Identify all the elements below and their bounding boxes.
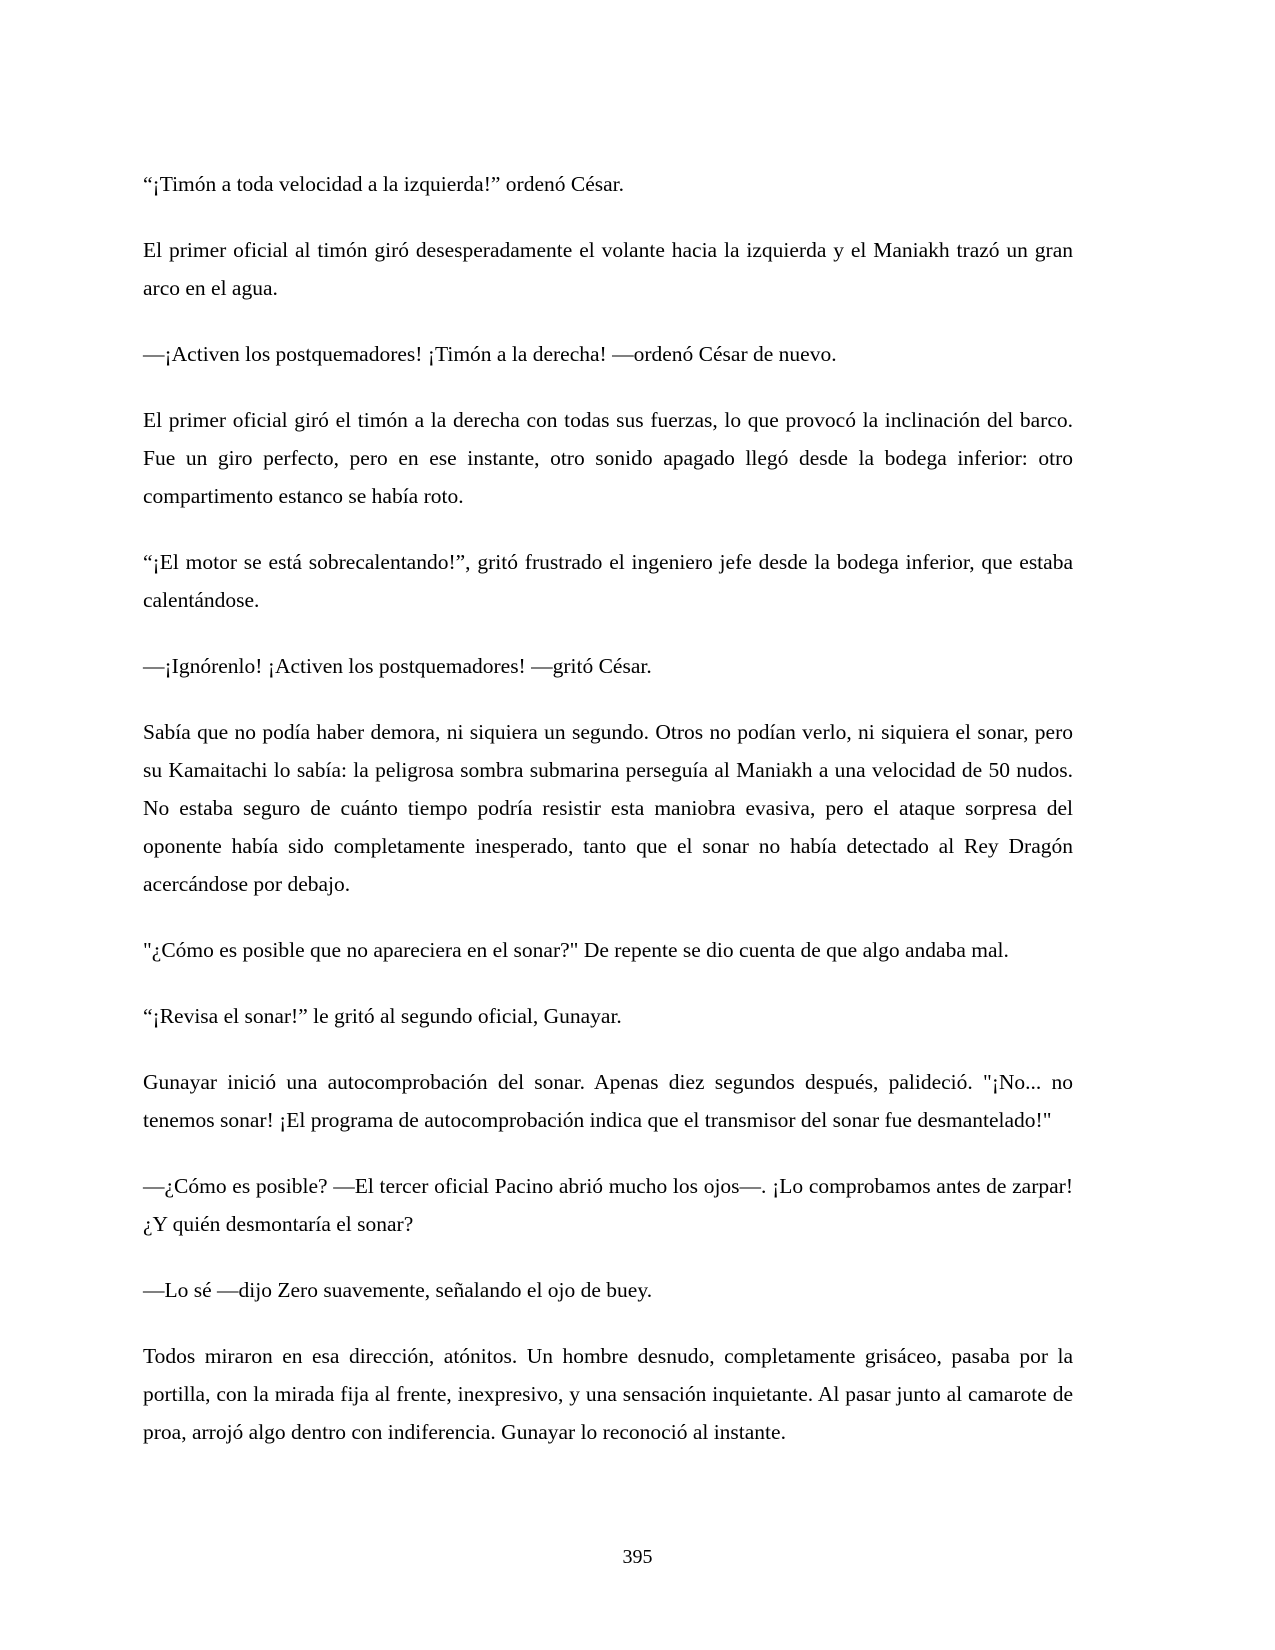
paragraph: —¡Ignórenlo! ¡Activen los postquemadores! —gritó César. — [143, 654, 652, 678]
paragraph: —Lo sé —dijo Zero suavemente, señalando el ojo de buey. — [143, 1278, 653, 1302]
paragraph: El primer oficial giró el timón a la derecha con todas sus fuerzas, lo que provocó la inclinación del barco. Fue un giro perfecto, pero en ese instante, otro sonido apagado llegó desde la bodega inferior: otro compartimento estanco se había roto. — [143, 408, 1073, 508]
paragraph: "¿Cómo es posible que no apareciera en el sonar?" De repente se dio cuenta de que algo andaba mal. — [143, 938, 1009, 962]
page-number: 395 — [622, 1546, 653, 1568]
paragraph: —¿Cómo es posible? —El tercer oficial Pacino abrió mucho los ojos—. ¡Lo comprobamos antes de zarpar! ¿Y quién desmontaría el sonar? — [143, 1174, 1073, 1236]
paragraph: “¡Revisa el sonar!” le gritó al segundo oficial, Gunayar. — [143, 1004, 622, 1028]
paragraph: —¡Activen los postquemadores! ¡Timón a la derecha! —ordenó César de nuevo. — [143, 342, 837, 366]
paragraph: Sabía que no podía haber demora, ni siquiera un segundo. Otros no podían verlo, ni siquiera el sonar, pero su Kamaitachi lo sabía: la peligrosa sombra submarina perseguía al Maniakh a una velocidad de 50 nudos. No estaba seguro de cuánto tiempo podría resistir esta maniobra evasiva, pero el ataque sorpresa del oponente había sido completamente inesperado, tanto que el sonar no había detectado al Rey Dragón acercándose por debajo. — [143, 720, 1073, 896]
paragraph: El primer oficial al timón giró desesperadamente el volante hacia la izquierda y el Maniakh trazó un gran arco en el agua. — [143, 238, 1073, 300]
paragraph: “¡Timón a toda velocidad a la izquierda!” ordenó César. — [143, 172, 624, 196]
body-text — [143, 165, 1073, 1451]
paragraph: Gunayar inició una autocomprobación del sonar. Apenas diez segundos después, palideció. "¡No... no tenemos sonar! ¡El programa de autocomprobación indica que el transmisor del sonar fue desmantelado!" — [143, 1070, 1073, 1132]
paragraph: “¡El motor se está sobrecalentando!”, gritó frustrado el ingeniero jefe desde la bodega inferior, que estaba calentándose. — [143, 550, 1073, 612]
paragraph: Todos miraron en esa dirección, atónitos. Un hombre desnudo, completamente grisáceo, pasaba por la portilla, con la mirada fija al frente, inexpresivo, y una sensación inquietante. Al pasar junto al camarote de proa, arrojó algo dentro con indiferencia. Gunayar lo reconoció al instante. — [143, 1344, 1073, 1444]
